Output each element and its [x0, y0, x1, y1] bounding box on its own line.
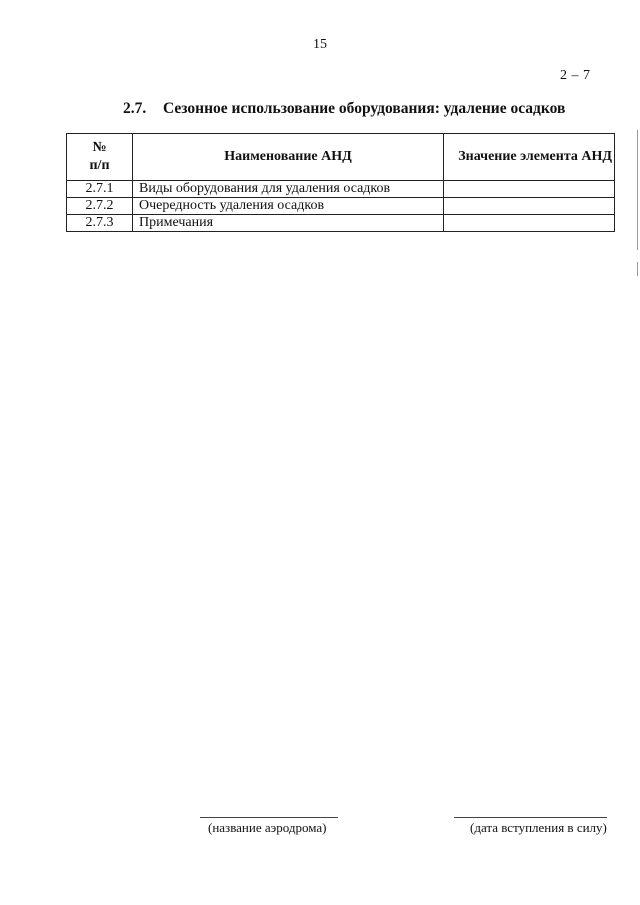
- and-table: [66, 133, 615, 232]
- aerodrome-caption: (название аэродрома): [208, 820, 327, 835]
- header-num-abbr: п/п: [89, 158, 110, 173]
- page-number: 15: [313, 37, 327, 52]
- form-code: 2 – 7: [560, 68, 591, 83]
- header-value: Значение элемента АНД: [444, 134, 615, 181]
- table-row: [67, 181, 615, 198]
- scan-edge-mark: [637, 130, 638, 250]
- date-caption: (дата вступления в силу): [470, 820, 607, 835]
- section-number: 2.7.: [123, 100, 147, 117]
- aerodrome-signature-line: [200, 817, 338, 818]
- date-signature-line: [454, 817, 607, 818]
- row-value: [444, 198, 615, 215]
- row-value: [444, 215, 615, 232]
- header-num: [67, 134, 133, 181]
- header-num-symbol: №: [92, 140, 107, 155]
- scan-edge-mark: [637, 262, 638, 276]
- header-name: Наименование АНД: [133, 134, 444, 181]
- row-number: 2.7.2: [67, 198, 133, 215]
- row-number: 2.7.1: [67, 181, 133, 198]
- row-name: Очередность удаления осадков: [133, 198, 444, 215]
- table-header-row: [67, 134, 615, 181]
- section-title: Сезонное использование оборудования: удаление осадков: [163, 100, 566, 117]
- row-name: Виды оборудования для удаления осадков: [133, 181, 444, 198]
- table-row: [67, 198, 615, 215]
- row-number: 2.7.3: [67, 215, 133, 232]
- table-row: [67, 215, 615, 232]
- row-value: [444, 181, 615, 198]
- row-name: Примечания: [133, 215, 444, 232]
- section-heading: [123, 100, 565, 118]
